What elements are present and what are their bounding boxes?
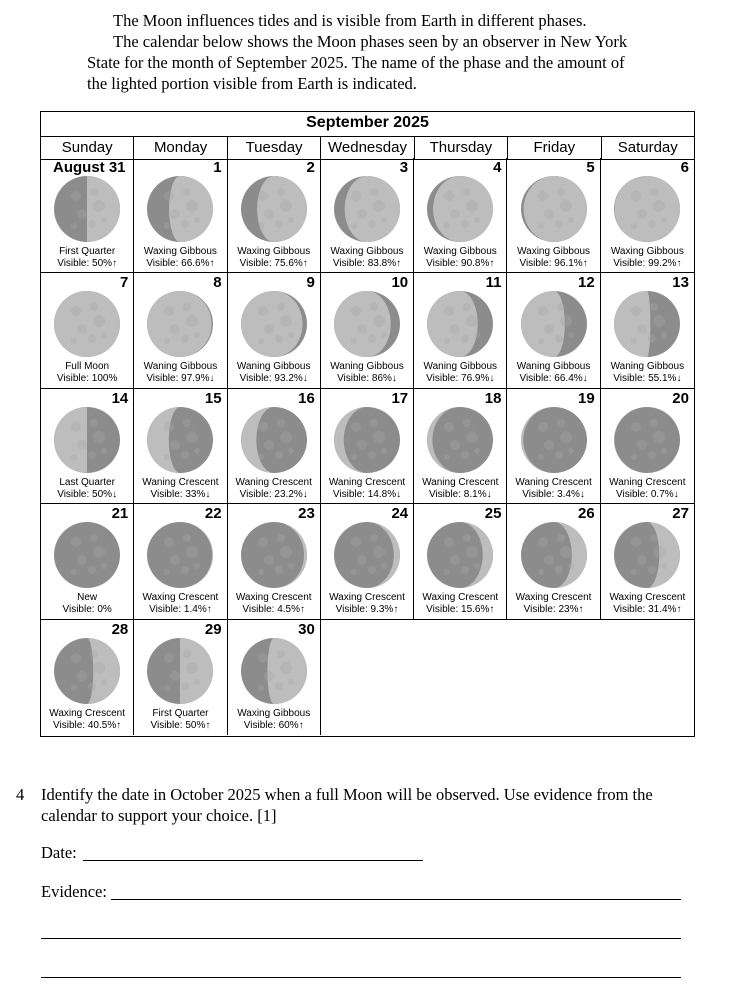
calendar-grid — [41, 158, 694, 735]
date-answer-line[interactable] — [83, 860, 423, 861]
moon-phase-image — [147, 638, 213, 704]
evidence-answer-line-3[interactable] — [41, 977, 681, 978]
arrow-down-icon: ↓ — [489, 373, 495, 385]
visible-percent — [601, 258, 694, 270]
visible-percent — [414, 489, 506, 501]
calendar-day-cell — [321, 504, 414, 619]
phase-name: Waxing Gibbous — [143, 246, 217, 257]
weekday-saturday: Saturday — [617, 139, 678, 156]
visible-text: Visible: 40.5% — [53, 719, 117, 731]
calendar-day-cell — [414, 504, 507, 619]
moon-phase-image — [241, 176, 307, 242]
arrow-down-icon: ↓ — [209, 373, 215, 385]
visible-text: Visible: 75.6% — [239, 258, 303, 269]
phase-name: Waxing Gibbous — [610, 246, 684, 257]
visible-percent — [228, 489, 320, 501]
visible-percent — [414, 604, 506, 616]
visible-text: Visible: 23% — [523, 604, 579, 616]
moon-phase-image — [521, 176, 587, 242]
arrow-down-icon: ↓ — [391, 373, 397, 385]
moon-phase-image — [241, 522, 307, 588]
arrow-down-icon: ↓ — [579, 488, 585, 500]
visible-text: Visible: 0.7% — [616, 488, 674, 500]
moon-phase-image — [334, 291, 400, 357]
moon-phase-image — [334, 176, 400, 242]
day-number: 9 — [306, 274, 315, 292]
evidence-answer-line-2[interactable] — [41, 938, 681, 939]
visible-text: Visible: 15.6% — [426, 604, 490, 616]
empty-cell — [507, 620, 600, 735]
arrow-up-icon: ↑ — [489, 604, 495, 616]
visible-text: Visible: 99.2% — [613, 258, 677, 269]
weekday-tuesday: Tuesday — [228, 137, 321, 159]
day-number: 17 — [391, 389, 409, 407]
visible-text: Visible: 8.1% — [428, 488, 487, 500]
visible-text: Visible: 9.3% — [335, 604, 394, 616]
date-label: Date: — [41, 843, 77, 862]
calendar-day-cell — [228, 158, 321, 273]
phase-name: Waning Crescent — [422, 476, 499, 488]
phase-name: Waxing Crescent — [329, 592, 405, 604]
intro-text — [87, 10, 647, 94]
empty-cell — [414, 620, 507, 735]
day-number: 26 — [578, 505, 595, 523]
day-number: 27 — [672, 505, 689, 523]
moon-phase-image — [427, 291, 493, 357]
weekday-monday: Monday — [134, 137, 227, 159]
visible-percent — [134, 489, 226, 501]
visible-percent — [228, 373, 320, 385]
visible-text: Visible: 14.8% — [332, 488, 397, 500]
visible-percent — [41, 258, 133, 270]
calendar-day-cell — [41, 389, 134, 504]
phase-name: Full Moon — [65, 361, 110, 373]
arrow-up-icon: ↑ — [116, 719, 122, 731]
arrow-down-icon: ↓ — [486, 488, 492, 500]
phase-name: Waning Crescent — [609, 476, 686, 488]
moon-phase-image — [614, 522, 680, 588]
moon-phase-image — [147, 407, 213, 473]
evidence-label: Evidence: — [41, 882, 107, 901]
weekday-friday: Friday — [508, 137, 601, 159]
arrow-up-icon: ↑ — [582, 258, 588, 269]
visible-text: Visible: 33% — [150, 488, 206, 500]
arrow-up-icon: ↑ — [489, 258, 495, 269]
arrow-up-icon: ↑ — [396, 258, 402, 269]
day-number: 14 — [111, 389, 129, 407]
visible-text: Visible: 50% — [150, 719, 206, 731]
moon-phase-image — [427, 522, 493, 588]
calendar-day-cell — [507, 158, 600, 273]
visible-percent — [134, 258, 226, 270]
visible-text: Visible: 31.4% — [613, 604, 677, 616]
arrow-up-icon: ↑ — [206, 604, 212, 616]
visible-text: Visible: 50% — [57, 258, 113, 269]
visible-percent — [321, 373, 413, 385]
moon-phase-image — [241, 291, 307, 357]
moon-phase-image — [54, 291, 120, 357]
visible-percent — [601, 373, 694, 385]
visible-percent — [41, 720, 133, 732]
visible-percent — [507, 258, 599, 270]
phase-name: Waxing Gibbous — [237, 246, 311, 257]
calendar-day-cell — [414, 158, 507, 273]
moon-phase-image — [241, 407, 307, 473]
calendar-day-cell — [601, 273, 694, 388]
day-number: 3 — [399, 159, 409, 176]
phase-name: Waxing Crescent — [422, 592, 499, 604]
arrow-up-icon: ↑ — [302, 258, 308, 269]
arrow-down-icon: ↓ — [673, 488, 679, 500]
visible-percent — [41, 373, 133, 385]
day-number: 13 — [672, 274, 689, 292]
calendar-day-cell — [134, 504, 227, 619]
visible-percent — [228, 604, 320, 616]
phase-name: Waning Gibbous — [516, 361, 591, 373]
calendar-day-cell — [414, 389, 507, 504]
calendar-title: September 2025 — [306, 114, 429, 131]
moon-phase-image — [334, 407, 400, 473]
visible-percent — [414, 373, 506, 385]
moon-phase-image — [614, 176, 680, 242]
calendar-day-cell — [41, 158, 134, 273]
visible-text: Visible: 60% — [243, 719, 299, 731]
day-number: 20 — [672, 389, 689, 407]
visible-percent — [228, 720, 320, 732]
arrow-up-icon: ↑ — [209, 258, 215, 269]
phase-name: First Quarter — [59, 246, 116, 257]
moon-phase-image — [147, 291, 213, 357]
moon-phase-image — [241, 638, 307, 704]
day-number: 25 — [484, 505, 502, 523]
phase-name: First Quarter — [152, 707, 209, 719]
visible-percent — [321, 258, 413, 270]
arrow-down-icon: ↓ — [582, 373, 588, 385]
calendar-day-cell — [41, 273, 134, 388]
visible-percent — [41, 489, 133, 501]
arrow-down-icon: ↓ — [396, 488, 402, 500]
phase-name: Waxing Gibbous — [330, 246, 404, 257]
calendar-day-cell — [41, 504, 134, 619]
calendar-day-cell — [321, 389, 414, 504]
moon-phase-image — [521, 291, 587, 357]
arrow-up-icon: ↑ — [393, 604, 399, 616]
arrow-down-icon: ↓ — [676, 373, 682, 385]
calendar-day-cell — [134, 158, 227, 273]
calendar-day-cell — [414, 273, 507, 388]
moon-phase-image — [521, 407, 587, 473]
phase-name: Waning Gibbous — [423, 361, 498, 373]
visible-text: Visible: 66.4% — [519, 373, 583, 385]
arrow-down-icon: ↓ — [302, 488, 308, 500]
phase-name: Waxing Crescent — [49, 707, 126, 719]
moon-phase-image — [54, 176, 120, 242]
weekday-sunday: Sunday — [41, 137, 134, 159]
moon-phase-image — [54, 638, 120, 704]
moon-phase-image — [334, 522, 400, 588]
phase-name: Waxing Crescent — [235, 592, 312, 604]
day-number: 18 — [484, 389, 502, 407]
moon-phase-image — [427, 407, 493, 473]
visible-text: Visible: 4.5% — [242, 604, 301, 616]
empty-cell — [601, 620, 694, 735]
visible-percent — [601, 604, 694, 616]
visible-text: Visible: 83.8% — [332, 258, 397, 269]
phase-name: Waning Crescent — [328, 476, 406, 488]
moon-phase-calendar — [40, 111, 695, 737]
evidence-answer-line-1[interactable] — [111, 899, 681, 900]
moon-phase-image — [147, 522, 213, 588]
arrow-up-icon: ↑ — [300, 604, 306, 616]
visible-percent — [507, 604, 599, 616]
moon-phase-image — [54, 407, 120, 473]
visible-text: Visible: 1.4% — [149, 604, 207, 616]
visible-text: Visible: 3.4% — [522, 488, 580, 500]
arrow-up-icon: ↑ — [578, 604, 584, 616]
weekday-header — [41, 136, 694, 160]
empty-cell — [321, 620, 414, 735]
day-number: 29 — [204, 620, 222, 638]
calendar-day-cell — [228, 504, 321, 619]
phase-name: Waxing Crescent — [142, 592, 219, 604]
day-number: 22 — [204, 505, 222, 523]
day-number: 23 — [298, 505, 315, 523]
intro-paragraph-2: The calendar below shows the Moon phases seen by an observer in New York State for the month of September 2025. The name of the phase and the amount of the lighted portion visible from Earth is indicated. — [87, 32, 628, 93]
calendar-day-cell — [134, 620, 227, 735]
visible-percent — [414, 258, 506, 270]
phase-name: Waxing Gibbous — [517, 246, 591, 257]
calendar-day-cell — [507, 504, 600, 619]
phase-name: Last Quarter — [59, 476, 115, 488]
visible-text: Visible: 55.1% — [613, 373, 677, 385]
visible-percent — [41, 604, 133, 616]
weekday-wednesday: Wednesday — [321, 137, 414, 159]
arrow-down-icon: ↓ — [205, 488, 211, 500]
calendar-day-cell — [134, 273, 227, 388]
phase-name: Waning Crescent — [142, 476, 219, 488]
day-number: 8 — [213, 274, 222, 292]
day-number: 19 — [578, 389, 595, 407]
calendar-day-cell — [134, 389, 227, 504]
visible-text: Visible: 0% — [62, 604, 112, 616]
arrow-up-icon: ↑ — [112, 258, 118, 269]
visible-text: Visible: 66.6% — [146, 258, 210, 269]
day-number: 16 — [298, 389, 315, 407]
visible-percent — [321, 604, 413, 616]
day-number: 28 — [111, 620, 129, 638]
visible-percent — [134, 373, 226, 385]
visible-text: Visible: 100% — [56, 373, 118, 385]
calendar-day-cell — [601, 158, 694, 273]
phase-name: Waning Gibbous — [236, 361, 311, 373]
visible-text: Visible: 97.9% — [146, 373, 210, 385]
phase-name: Waning Crescent — [235, 476, 312, 488]
phase-name: Waning Gibbous — [610, 361, 685, 373]
day-number: 11 — [485, 274, 502, 292]
phase-name: Waxing Gibbous — [237, 707, 311, 719]
day-number: 7 — [119, 274, 129, 292]
arrow-down-icon: ↓ — [302, 373, 308, 385]
visible-percent — [134, 604, 226, 616]
visible-percent — [321, 489, 413, 501]
visible-text: Visible: 90.8% — [426, 258, 490, 269]
phase-name: Waxing Gibbous — [423, 246, 497, 257]
day-number: 5 — [586, 159, 595, 176]
arrow-up-icon: ↑ — [676, 258, 682, 269]
calendar-day-cell — [228, 620, 321, 735]
visible-percent — [507, 489, 599, 501]
day-number: August 31 — [53, 159, 126, 176]
day-number: 12 — [578, 274, 595, 292]
day-number: 21 — [111, 505, 129, 523]
day-number: 1 — [213, 159, 222, 176]
visible-text: Visible: 93.2% — [239, 373, 303, 385]
visible-text: Visible: 96.1% — [519, 258, 583, 269]
phase-name: Waxing Crescent — [515, 592, 592, 604]
calendar-day-cell — [601, 504, 694, 619]
calendar-day-cell — [321, 158, 414, 273]
phase-name: Waxing Crescent — [609, 592, 686, 604]
day-number: 10 — [391, 274, 409, 292]
day-number: 2 — [306, 159, 315, 176]
arrow-up-icon: ↑ — [676, 604, 682, 616]
visible-percent — [228, 258, 320, 270]
visible-text: Visible: 50% — [57, 488, 113, 500]
phase-name: New — [77, 592, 98, 604]
day-number: 6 — [680, 159, 689, 176]
arrow-down-icon: ↓ — [112, 488, 118, 500]
question-text: Identify the date in October 2025 when a full Moon will be observed. Use evidence from the calendar to support your choice. [1] — [41, 785, 653, 825]
calendar-day-cell — [228, 389, 321, 504]
day-number: 30 — [298, 620, 315, 638]
calendar-day-cell — [321, 273, 414, 388]
weekday-thursday: Thursday — [415, 137, 508, 159]
moon-phase-image — [614, 291, 680, 357]
visible-percent — [507, 373, 599, 385]
calendar-day-cell — [507, 389, 600, 504]
visible-text: Visible: 76.9% — [426, 373, 490, 385]
moon-phase-image — [521, 522, 587, 588]
phase-name: Waning Gibbous — [330, 361, 404, 373]
day-number: 15 — [204, 389, 222, 407]
arrow-up-icon: ↑ — [205, 719, 211, 731]
calendar-day-cell — [228, 273, 321, 388]
day-number: 4 — [493, 159, 502, 176]
phase-name: Waning Gibbous — [143, 361, 218, 373]
day-number: 24 — [391, 505, 409, 523]
calendar-day-cell — [507, 273, 600, 388]
visible-percent — [601, 489, 694, 501]
calendar-day-cell — [41, 620, 134, 735]
moon-phase-image — [427, 176, 493, 242]
question-number: 4 — [16, 785, 25, 804]
arrow-up-icon: ↑ — [298, 719, 304, 731]
moon-phase-image — [54, 522, 120, 588]
intro-paragraph-1: The Moon influences tides and is visible from Earth in different phases. — [113, 11, 587, 30]
phase-name: Waning Crescent — [515, 476, 592, 488]
moon-phase-image — [147, 176, 213, 242]
visible-text: Visible: 86% — [337, 373, 392, 385]
moon-phase-image — [614, 407, 680, 473]
visible-percent — [134, 720, 226, 732]
calendar-day-cell — [601, 389, 694, 504]
visible-text: Visible: 23.2% — [239, 488, 303, 500]
